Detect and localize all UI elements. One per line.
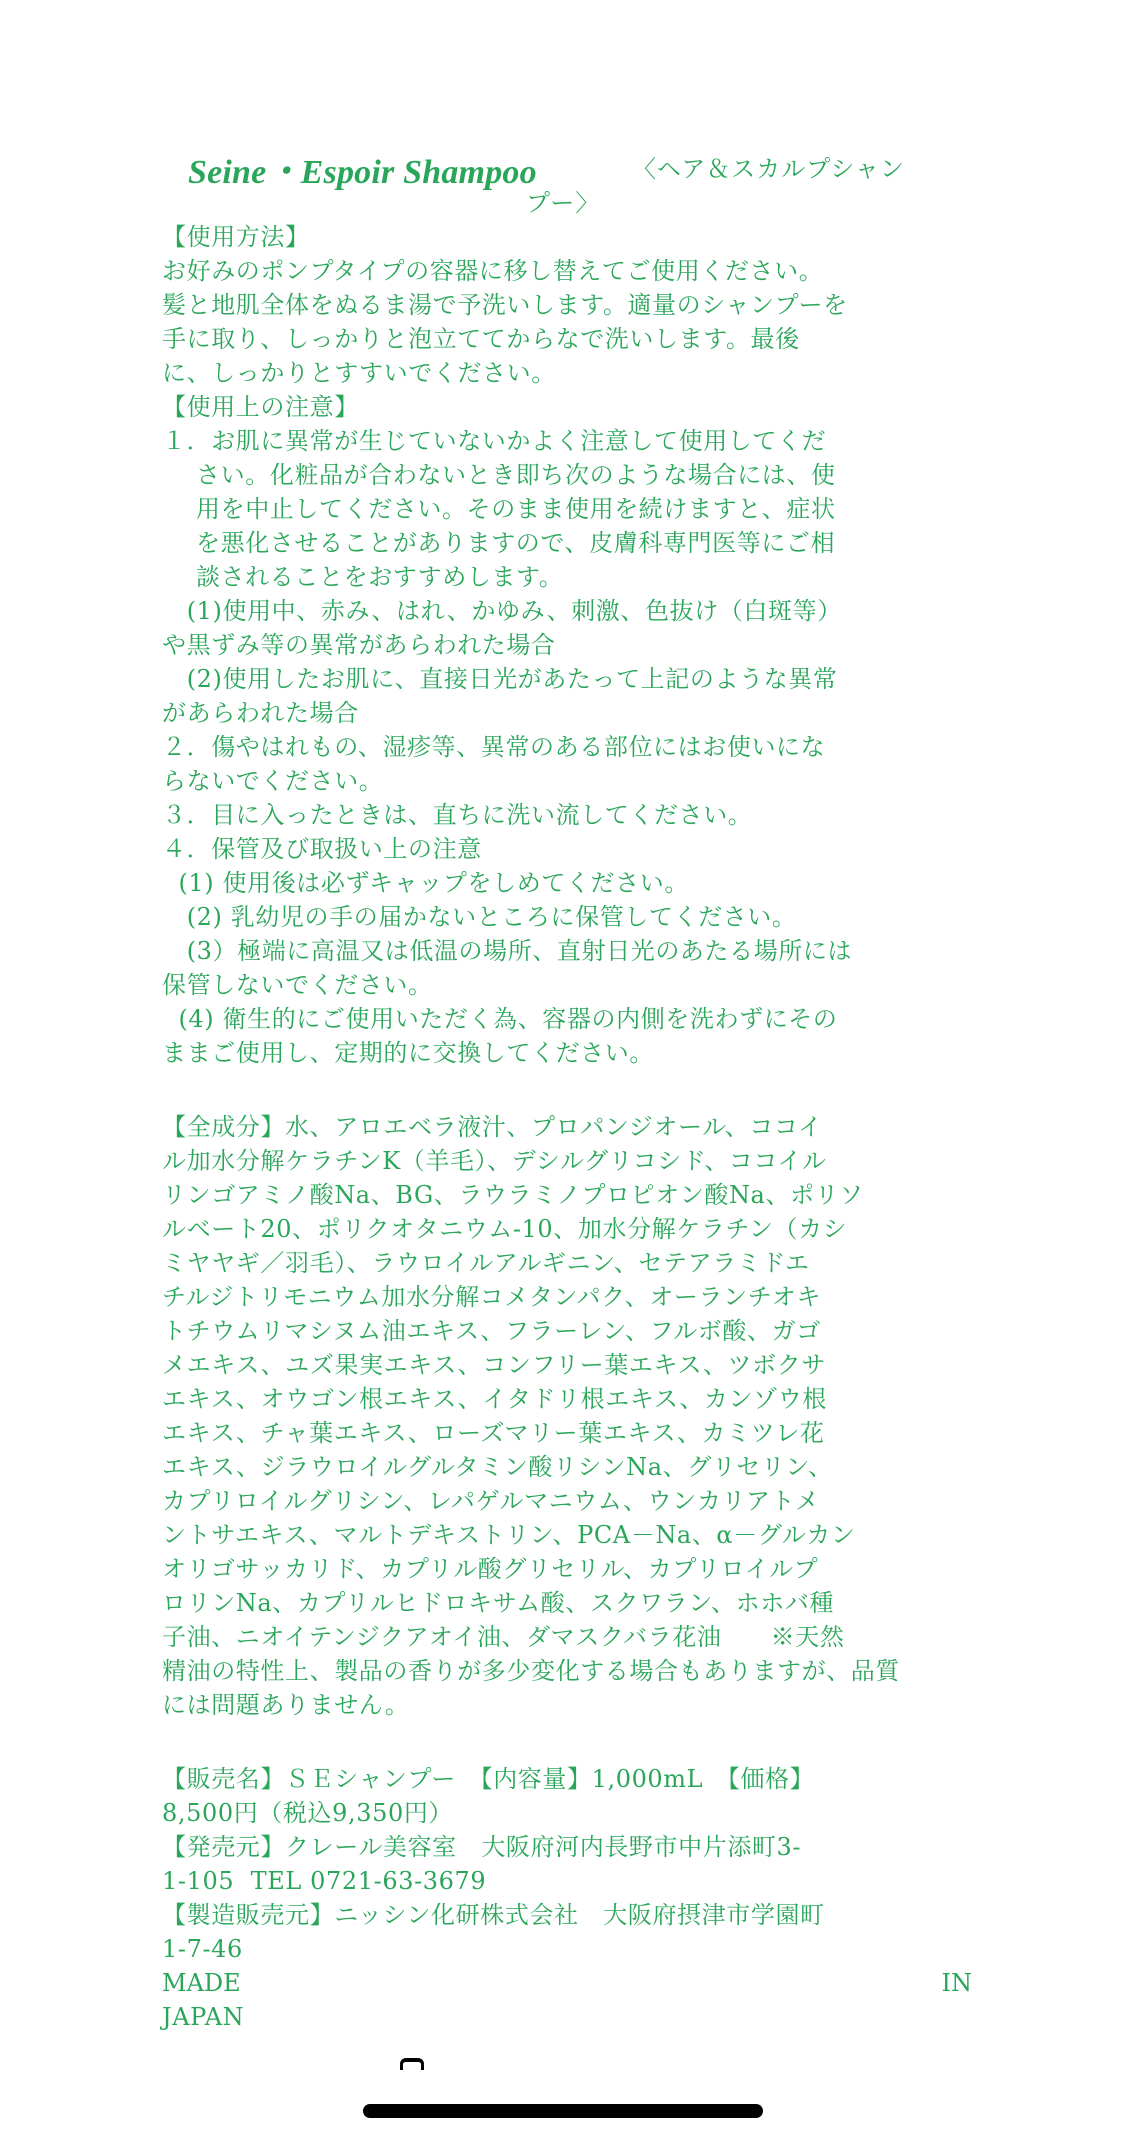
ingredients-line: ロリンNa、カプリルヒドロキサム酸、スクワラン、ホホバ種 — [162, 1589, 835, 1617]
storage-line: (2) 乳幼児の手の届かないところに保管してください。 — [162, 903, 797, 931]
spacer — [162, 1070, 972, 1110]
ingredients-section — [162, 1110, 972, 1722]
caution-sub-1-cont: や黒ずみ等の異常があらわれた場合 — [162, 631, 556, 659]
storage-line: (4) 衛生的にご使用いただく為、容器の内側を洗わずにその — [162, 1005, 838, 1033]
ingredients-line: チルジトリモニウム加水分解コメタンパク、オーランチオキ — [162, 1283, 822, 1311]
ingredients-line: ル加水分解ケラチンK（羊毛）、デシルグリコシド、ココイル — [162, 1147, 827, 1175]
caution-item-2: ２．傷やはれもの、湿疹等、異常のある部位にはお使いにな — [162, 733, 826, 761]
ingredients-line: エキス、チャ葉エキス、ローズマリー葉エキス、カミツレ花 — [162, 1419, 825, 1447]
ingredients-line: エキス、ジラウロイルグルタミン酸リシンNa、グリセリン、 — [162, 1453, 833, 1481]
spacer — [162, 1722, 972, 1762]
product-info-line: 【発売元】クレール美容室 大阪府河内長野市中片添町3- — [162, 1833, 802, 1861]
product-info-line: 【製造販売元】ニッシン化研株式会社 大阪府摂津市学園町 — [162, 1901, 825, 1929]
caution-item-1-cont: を悪化させることがありますので、皮膚科専門医等にご相 — [196, 529, 836, 557]
cautions-heading: 【使用上の注意】 — [162, 393, 359, 421]
ingredients-line: ントサエキス、マルトデキストリン、PCA－Na、α－グルカン — [162, 1521, 856, 1549]
origin-japan: JAPAN — [162, 2003, 245, 2031]
storage-line: 保管しないでください。 — [162, 971, 433, 999]
product-info-section — [162, 1762, 972, 2034]
origin-made: MADE — [162, 1969, 241, 1997]
origin-in: IN — [941, 1969, 972, 1997]
ingredients-line: オリゴサッカリド、カプリル酸グリセリル、カプリロイルプ — [162, 1555, 819, 1583]
cautions-section — [162, 390, 972, 1070]
product-info-line: 8,500円（税込9,350円） — [162, 1799, 454, 1827]
partial-glyph-icon — [400, 2058, 424, 2070]
product-info-line: 1-7-46 — [162, 1935, 243, 1963]
product-title: Seine・Espoir Shampoo — [188, 154, 537, 191]
ingredients-line: 【全成分】水、アロエベラ液汁、プロパンジオール、ココイ — [162, 1113, 823, 1141]
caution-sub-1: (1)使用中、赤み、はれ、かゆみ、刺激、色抜け（白斑等） — [162, 597, 842, 625]
caution-sub-2: (2)使用したお肌に、直接日光があたって上記のような異常 — [162, 665, 838, 693]
usage-section — [162, 220, 972, 390]
header — [162, 140, 972, 220]
usage-line: に、しっかりとすすいでください。 — [162, 359, 556, 387]
caution-item-2-cont: らないでください。 — [162, 767, 384, 795]
storage-line: (1) 使用後は必ずキャップをしめてください。 — [162, 869, 689, 897]
caution-item-3: ３．目に入ったときは、直ちに洗い流してください。 — [162, 801, 753, 829]
product-subtitle: 〈ヘア＆スカルプシャン — [632, 155, 905, 183]
caution-item-1-cont: 談されることをおすすめします。 — [196, 563, 564, 591]
ingredients-line: メエキス、ユズ果実エキス、コンフリー葉エキス、ツボクサ — [162, 1351, 826, 1379]
ingredients-line: エキス、オウゴン根エキス、イタドリ根エキス、カンゾウ根 — [162, 1385, 827, 1413]
storage-line: (3）極端に高温又は低温の場所、直射日光のあたる場所には — [162, 937, 853, 965]
home-indicator[interactable] — [363, 2104, 763, 2118]
ingredients-line: 精油の特性上、製品の香りが多少変化する場合もありますが、品質 — [162, 1657, 900, 1685]
usage-line: 髪と地肌全体をぬるま湯で予洗いします。適量のシャンプーを — [162, 291, 848, 319]
document-body — [162, 140, 972, 2034]
ingredients-line: 子油、ニオイテンジクアオイ油、ダマスクバラ花油 ※天然 — [162, 1623, 845, 1651]
ingredients-line: リンゴアミノ酸Na、BG、ラウラミノプロピオン酸Na、ポリソ — [162, 1181, 864, 1209]
origin-row — [162, 1966, 972, 2000]
storage-line: ままご使用し、定期的に交換してください。 — [162, 1039, 654, 1067]
caution-sub-2-cont: があらわれた場合 — [162, 699, 359, 727]
usage-heading: 【使用方法】 — [162, 223, 310, 251]
caution-item-1-cont: 用を中止してください。そのまま使用を続けますと、症状 — [196, 495, 836, 523]
caution-item-4: ４．保管及び取扱い上の注意 — [162, 835, 482, 863]
ingredients-line: には問題ありません。 — [162, 1691, 410, 1719]
caution-item-1: １．お肌に異常が生じていないかよく注意して使用してくだ — [162, 427, 827, 455]
usage-line: お好みのポンプタイプの容器に移し替えてご使用ください。 — [162, 257, 824, 285]
product-info-line: 1-105 TEL 0721-63-3679 — [162, 1867, 487, 1895]
ingredients-line: ルベート20、ポリクオタニウム-10、加水分解ケラチン（カシ — [162, 1215, 848, 1243]
usage-line: 手に取り、しっかりと泡立ててからなで洗いします。最後 — [162, 325, 800, 353]
caution-item-1-cont: さい。化粧品が合わないとき即ち次のような場合には、使 — [196, 461, 836, 489]
product-subtitle-continued: プー〉 — [526, 189, 601, 217]
ingredients-line: トチウムリマシヌム油エキス、フラーレン、フルボ酸、ガゴ — [162, 1317, 821, 1345]
ingredients-line: ミヤヤギ／羽毛）、ラウロイルアルギニン、セテアラミドエ — [162, 1249, 810, 1277]
ingredients-line: カプリロイルグリシン、レパゲルマニウム、ウンカリアトメ — [162, 1487, 820, 1515]
product-info-line: 【販売名】ＳＥシャンプー 【内容量】1,000mL 【価格】 — [162, 1765, 815, 1793]
